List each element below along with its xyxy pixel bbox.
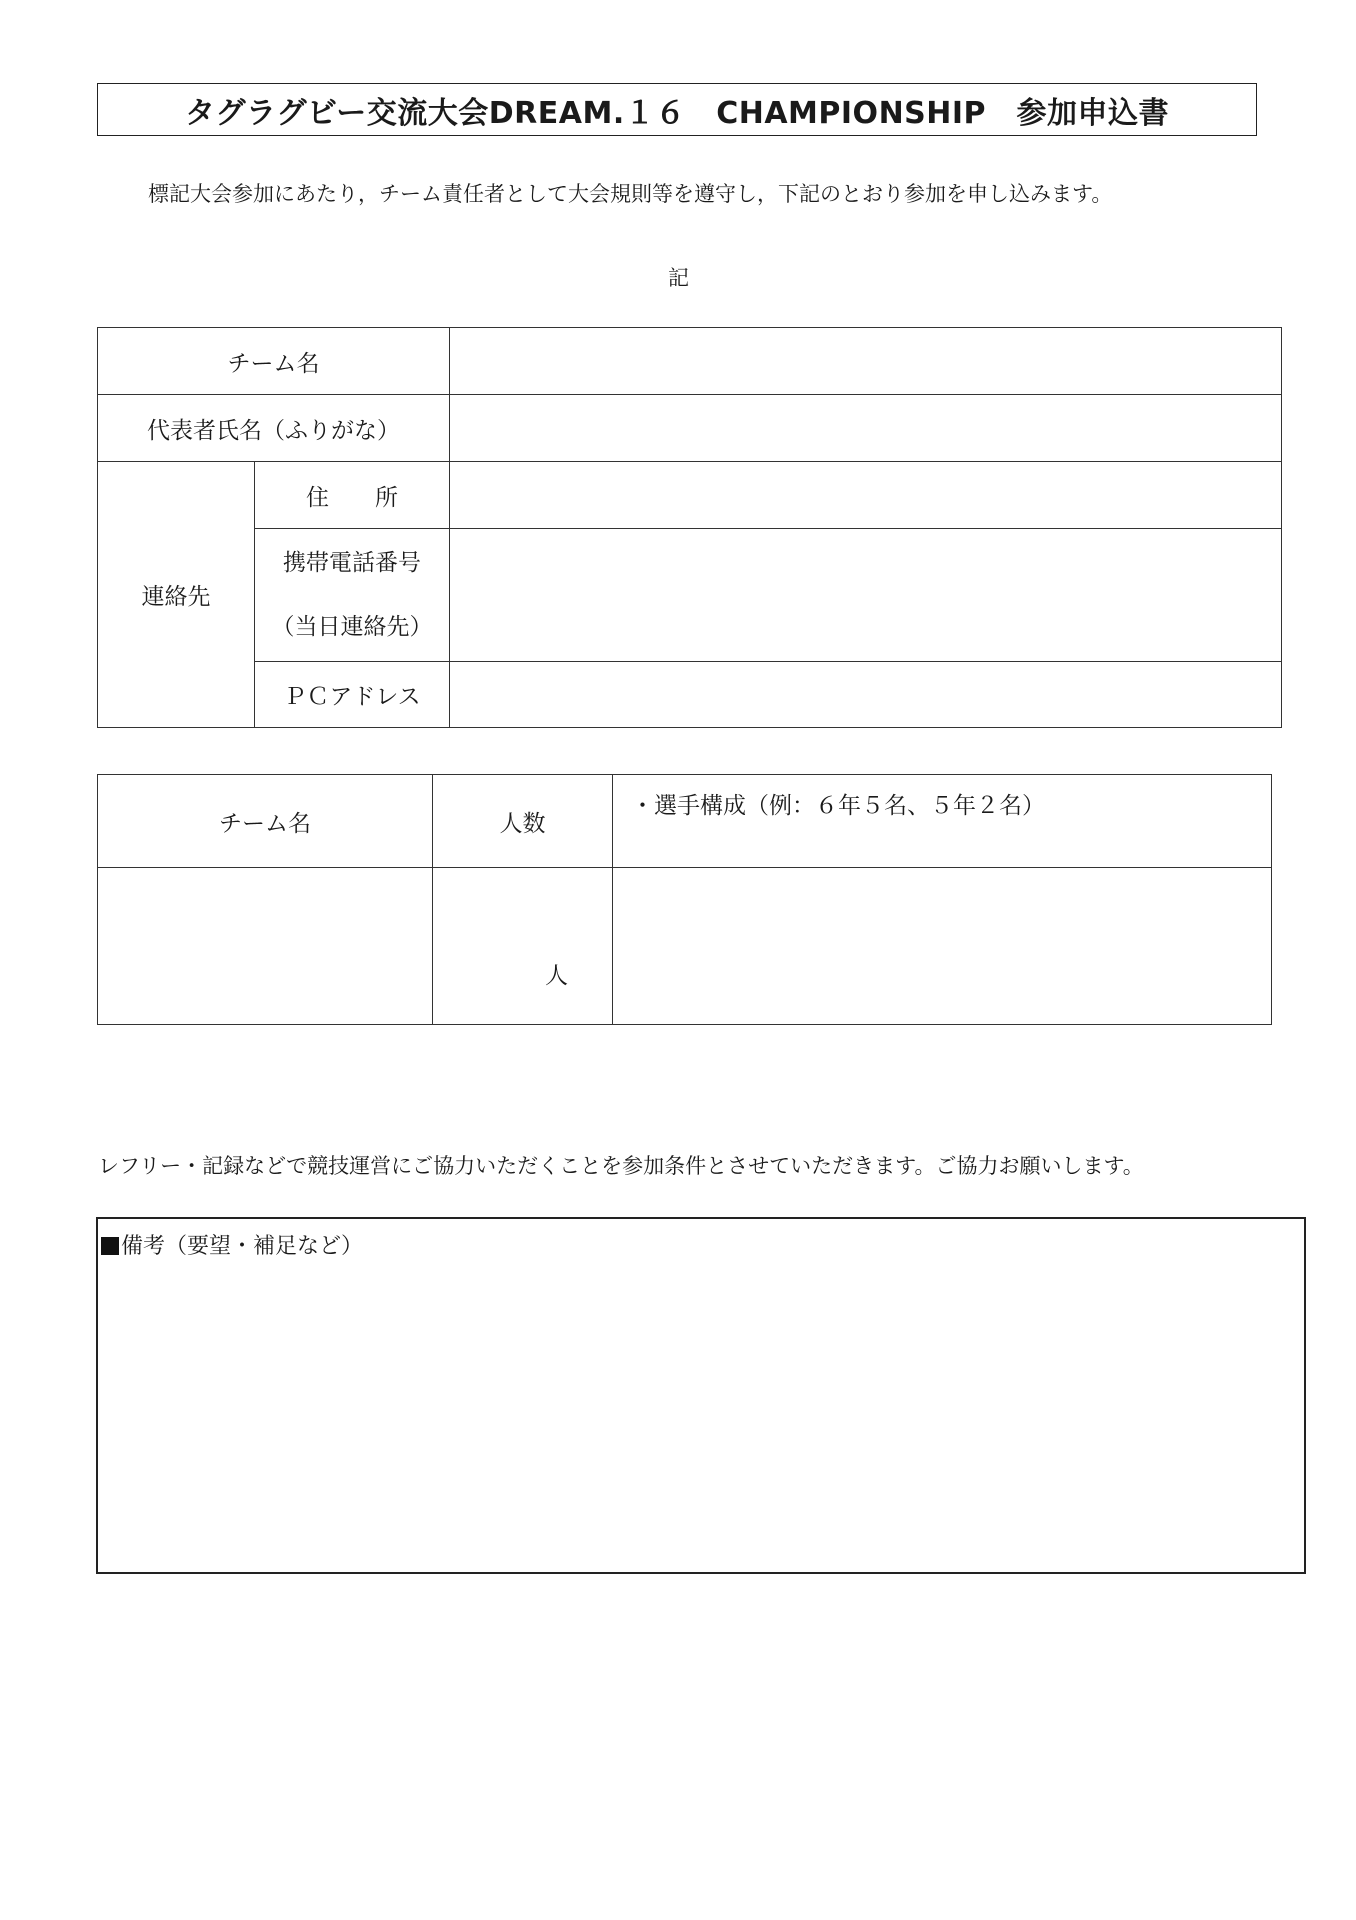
roster-team-name-field[interactable] bbox=[98, 868, 433, 1025]
remarks-header bbox=[101, 1229, 363, 1260]
composition-header: ・選手構成（例：６年５名、５年２名） bbox=[613, 775, 1272, 868]
form-title: タグラグビー交流大会DREAM.１６ CHAMPIONSHIP 参加申込書 bbox=[184, 95, 1170, 131]
intro-text: 標記大会参加にあたり，チーム責任者として大会規則等を遵守し，下記のとおり参加を申し込みます。 bbox=[148, 182, 1113, 206]
team-name-label: チーム名 bbox=[98, 328, 450, 395]
participation-note: レフリー・記録などで競技運営にご協力いただくことを参加条件とさせていただきます。ご協力お願いします。 bbox=[98, 1154, 1144, 1178]
team-name-field[interactable] bbox=[450, 328, 1282, 395]
player-count-field[interactable] bbox=[433, 868, 613, 1025]
team-roster-table bbox=[97, 774, 1272, 1025]
ki-marker: 記 bbox=[668, 266, 689, 290]
pc-address-field[interactable] bbox=[450, 662, 1282, 728]
pc-address-label: ＰＣアドレス bbox=[255, 662, 450, 728]
count-unit: 人 bbox=[545, 963, 568, 989]
black-square-icon bbox=[101, 1237, 119, 1255]
representative-label: 代表者氏名（ふりがな） bbox=[98, 395, 450, 462]
remarks-label: 備考（要望・補足など） bbox=[121, 1234, 364, 1259]
team-name-header: チーム名 bbox=[98, 775, 433, 868]
composition-field[interactable] bbox=[613, 868, 1272, 1025]
remarks-box[interactable] bbox=[96, 1217, 1306, 1574]
address-label: 住 所 bbox=[255, 462, 450, 529]
form-title-box bbox=[97, 83, 1257, 136]
phone-label-note: （当日連絡先） bbox=[271, 614, 433, 640]
contact-info-table bbox=[97, 327, 1282, 728]
phone-field[interactable] bbox=[450, 529, 1282, 662]
contact-label: 連絡先 bbox=[98, 462, 255, 728]
representative-field[interactable] bbox=[450, 395, 1282, 462]
phone-label-cell bbox=[255, 529, 450, 662]
phone-label: 携帯電話番号 bbox=[283, 550, 421, 576]
player-count-header: 人数 bbox=[433, 775, 613, 868]
address-field[interactable] bbox=[450, 462, 1282, 529]
